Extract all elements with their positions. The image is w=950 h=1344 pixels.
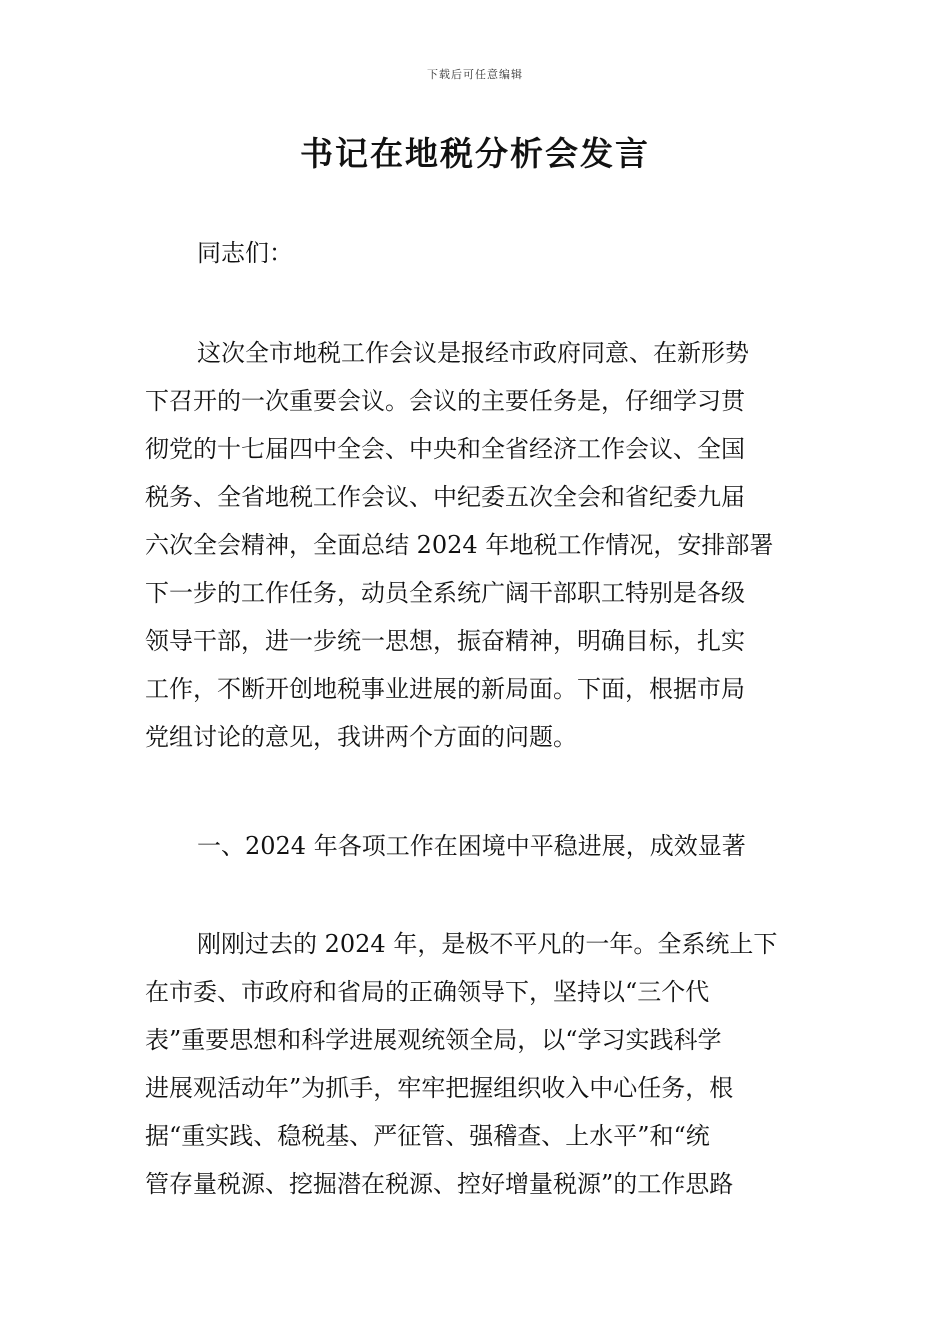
paragraph-line: 管存量税源、挖掘潜在税源、控好增量税源”的工作思路 xyxy=(145,1170,734,1198)
paragraph-1 xyxy=(145,329,810,761)
paragraph-line: 在市委、市政府和省局的正确领导下，坚持以“三个代 xyxy=(145,978,710,1006)
paragraph-line: 税务、全省地税工作会议、中纪委五次全会和省纪委九届 xyxy=(145,483,745,511)
paragraph-line: 据“重实践、稳税基、严征管、强稽查、上水平”和“统 xyxy=(145,1122,710,1150)
paragraph-line: 领导干部，进一步统一思想，振奋精神，明确目标，扎实 xyxy=(145,627,745,655)
paragraph-line: 下一步的工作任务，动员全系统广阔干部职工特别是各级 xyxy=(145,579,745,607)
header-note: 下载后可任意编辑 xyxy=(427,68,523,81)
paragraph-line: 彻党的十七届四中全会、中央和全省经济工作会议、全国 xyxy=(145,435,745,463)
paragraph-line: 工作，不断开创地税事业进展的新局面。下面，根据市局 xyxy=(145,675,745,703)
paragraph-2 xyxy=(145,920,810,1208)
paragraph-line: 这次全市地税工作会议是报经市政府同意、在新形势 xyxy=(197,339,749,367)
paragraph-line: 进展观活动年”为抓手，牢牢把握组织收入中心任务，根 xyxy=(145,1074,734,1102)
section-heading: 一、2024 年各项工作在困境中平稳进展，成效显著 xyxy=(197,832,746,860)
salutation: 同志们： xyxy=(197,239,293,267)
paragraph-line: 下召开的一次重要会议。会议的主要任务是，仔细学习贯 xyxy=(145,387,745,415)
paragraph-line: 刚刚过去的 2024 年，是极不平凡的一年。全系统上下 xyxy=(197,930,778,958)
paragraph-line: 六次全会精神，全面总结 2024 年地税工作情况，安排部署 xyxy=(145,531,774,559)
paragraph-line: 党组讨论的意见，我讲两个方面的问题。 xyxy=(145,723,577,751)
document-title: 书记在地税分析会发言 xyxy=(300,134,650,173)
paragraph-line: 表”重要思想和科学进展观统领全局，以“学习实践科学 xyxy=(145,1026,722,1054)
